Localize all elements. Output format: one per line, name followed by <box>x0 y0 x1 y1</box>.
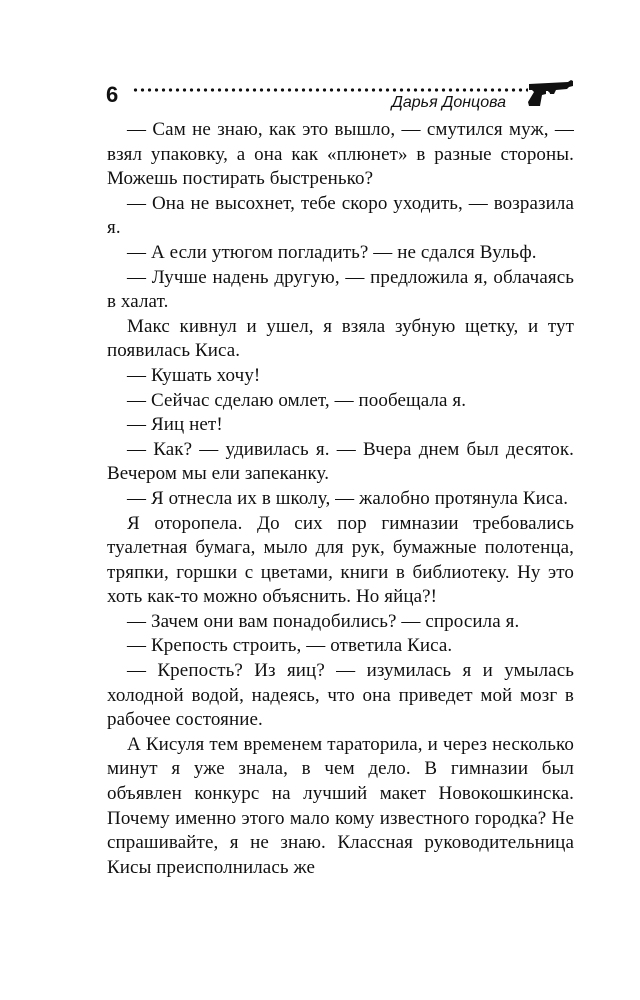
revolver-icon <box>526 78 576 108</box>
paragraph: — Я отнесла их в школу, — жалобно протянула Киса. <box>127 487 569 509</box>
running-head-author: Дарья Донцова <box>391 94 506 111</box>
paragraph: — Сейчас сделаю омлет, — пообещала я. <box>127 389 467 411</box>
paragraph: — А если утюгом погладить? — не сдался Вульф. <box>127 241 537 263</box>
paragraph: — Сам не знаю, как это вышло, — смутился муж, — взял упаковку, а она как «плюнет» в разные стороны. Можешь постирать быстренько? <box>107 119 574 190</box>
paragraph: Я оторопела. До сих пор гимназии требовались туалетная бумага, мыло для рук, бумажные полотенца, тряпки, горшки с цветами, книги в библиотеку. Ну это хоть как-то можно объяснить. Но яйца?! <box>107 512 574 608</box>
paragraph: — Зачем они вам понадобились? — спросила я. <box>127 610 520 632</box>
paragraph: — Лучше надень другую, — предложила я, облачаясь в халат. <box>107 266 574 313</box>
page-header <box>106 78 576 114</box>
paragraph: А Кисуля тем временем тараторила, и через несколько минут я уже знала, в чем дело. В гимназии был объявлен конкурс на лучший макет Новокошкинска. Почему именно этого мало кому известного городка? Не спрашивайте, я не знаю. Классная руководительница Кисы преисполнилась же <box>107 733 574 878</box>
paragraph: — Крепость строить, — ответила Киса. <box>127 635 453 657</box>
paragraph: — Как? — удивилась я. — Вчера днем был десяток. Вечером мы ели запеканку. <box>107 438 574 485</box>
paragraph: — Она не высохнет, тебе скоро уходить, — возразила я. <box>107 192 574 239</box>
dotted-rule <box>132 88 528 92</box>
paragraph: — Яиц нет! <box>127 414 223 436</box>
body-text <box>107 118 574 880</box>
paragraph: — Крепость? Из яиц? — изумилась я и умылась холодной водой, надеясь, что она приведет мой мозг в рабочее состояние. <box>107 660 574 731</box>
paragraph: — Кушать хочу! <box>127 364 261 386</box>
paragraph: Макс кивнул и ушел, я взяла зубную щетку, и тут появилась Киса. <box>107 315 574 362</box>
page-number: 6 <box>106 82 119 107</box>
